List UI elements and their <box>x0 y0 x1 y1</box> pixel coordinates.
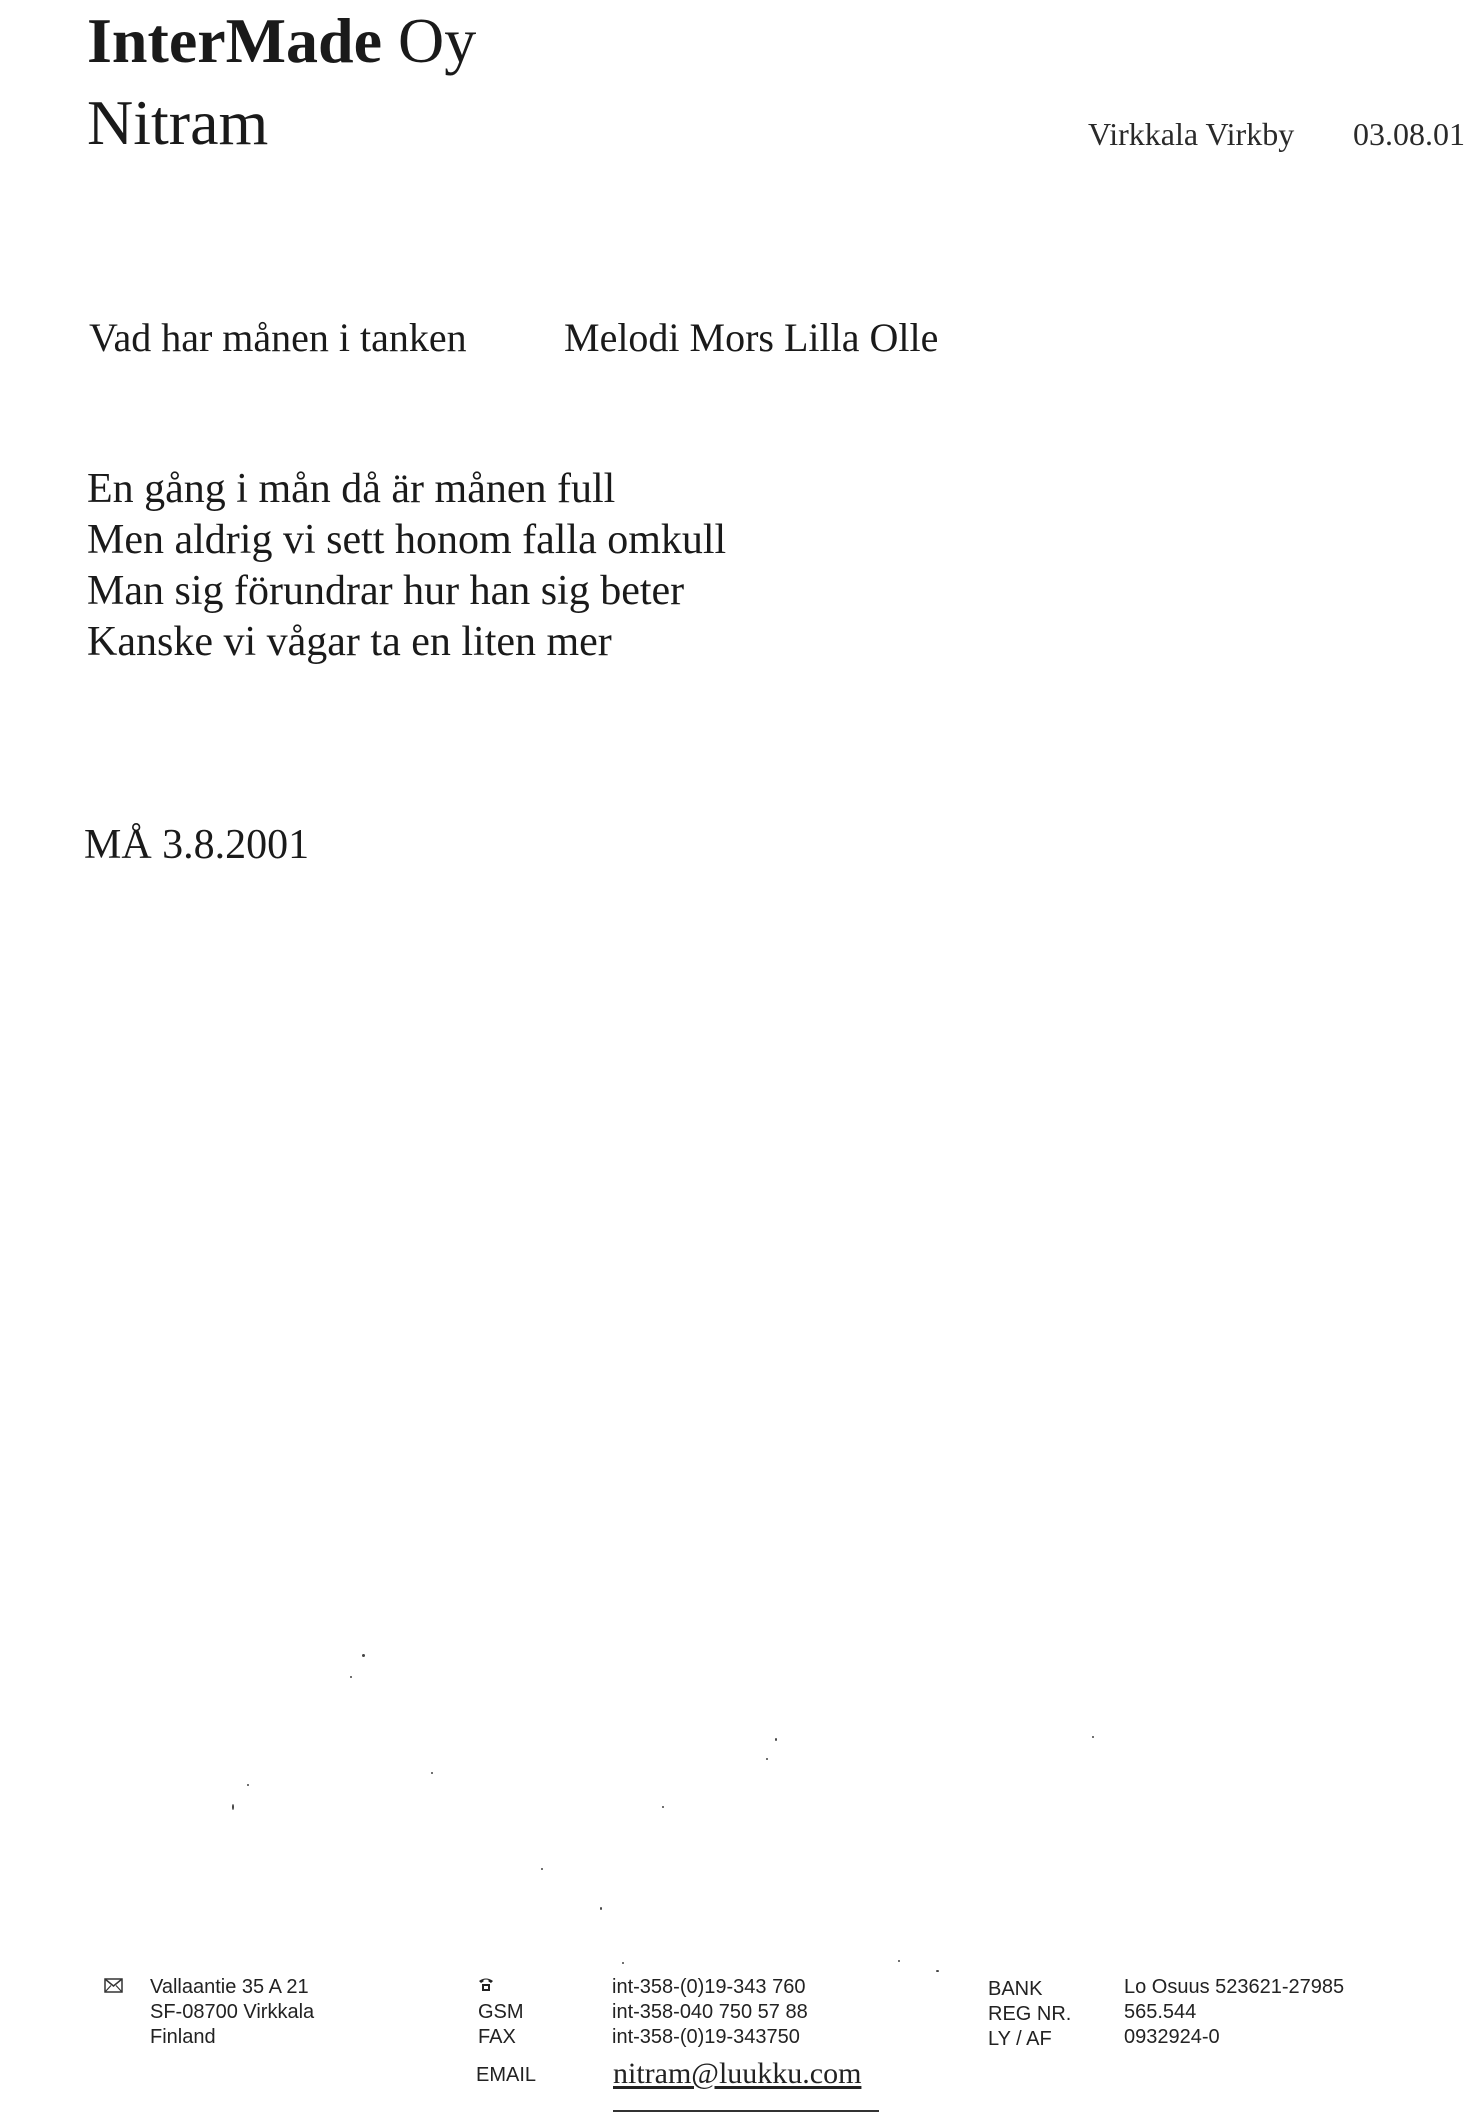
verse-line: Kanske vi vågar ta en liten mer <box>87 619 612 665</box>
telephone-icon <box>478 1976 494 1992</box>
scan-speck <box>662 1806 664 1808</box>
email-link[interactable]: nitram@luukku.com <box>613 2057 862 2090</box>
phone-number: int-358-(0)19-343 760 <box>612 1976 806 1998</box>
scan-speck <box>600 1907 602 1910</box>
song-melody: Melodi Mors Lilla Olle <box>564 315 939 360</box>
envelope-icon <box>104 1978 123 1993</box>
ly-af-value: 0932924-0 <box>1124 2026 1220 2048</box>
company-name <box>87 4 476 78</box>
scan-speck <box>350 1676 352 1678</box>
fax-label: FAX <box>478 2026 516 2048</box>
company-name-suffix: Oy <box>382 5 477 76</box>
scan-speck <box>232 1804 234 1810</box>
fax-number: int-358-(0)19-343750 <box>612 2026 800 2048</box>
bank-account: Lo Osuus 523621-27985 <box>1124 1976 1345 1998</box>
scan-speck <box>362 1654 365 1657</box>
address-line: Finland <box>150 2026 216 2048</box>
gsm-number: int-358-040 750 57 88 <box>612 2001 808 2023</box>
scan-speck <box>247 1784 249 1786</box>
sender-name: Nitram <box>87 87 269 158</box>
address-line: SF-08700 Virkkala <box>150 2001 315 2023</box>
address-line: Vallaantie 35 A 21 <box>150 1976 309 1998</box>
email-label: EMAIL <box>476 2064 537 2086</box>
signature-date: MÅ 3.8.2001 <box>84 822 310 868</box>
verse <box>87 464 726 668</box>
letter-date: 03.08.01 <box>1353 116 1465 152</box>
ly-af-label: LY / AF <box>988 2028 1052 2050</box>
verse-line: Men aldrig vi sett honom falla omkull <box>87 517 727 563</box>
scan-speck <box>541 1868 543 1870</box>
bank-values <box>1124 1975 1344 2050</box>
bank-label: BANK <box>988 1978 1043 2000</box>
scan-speck <box>898 1960 900 1962</box>
bank-labels <box>988 1977 1071 2052</box>
scan-speck <box>431 1772 433 1774</box>
verse-line: Man sig förundrar hur han sig beter <box>87 568 685 614</box>
letter-place: Virkkala Virkby <box>1088 116 1295 152</box>
verse-line: En gång i mån då är månen full <box>87 466 616 512</box>
reg-nr-value: 565.544 <box>1124 2001 1197 2023</box>
reg-nr-label: REG NR. <box>988 2003 1072 2025</box>
address-block <box>150 1975 314 2050</box>
song-title: Vad har månen i tanken <box>89 315 467 360</box>
gsm-label: GSM <box>478 2001 524 2023</box>
email-underline-rule <box>613 2110 879 2112</box>
scan-speck <box>775 1738 777 1741</box>
contact-labels <box>478 2000 524 2050</box>
contact-numbers <box>612 1975 808 2050</box>
scan-speck <box>1092 1736 1094 1738</box>
scan-speck <box>622 1962 624 1964</box>
company-name-bold: InterMade <box>87 5 383 76</box>
scan-speck <box>766 1758 768 1760</box>
scan-speck <box>936 1970 939 1972</box>
